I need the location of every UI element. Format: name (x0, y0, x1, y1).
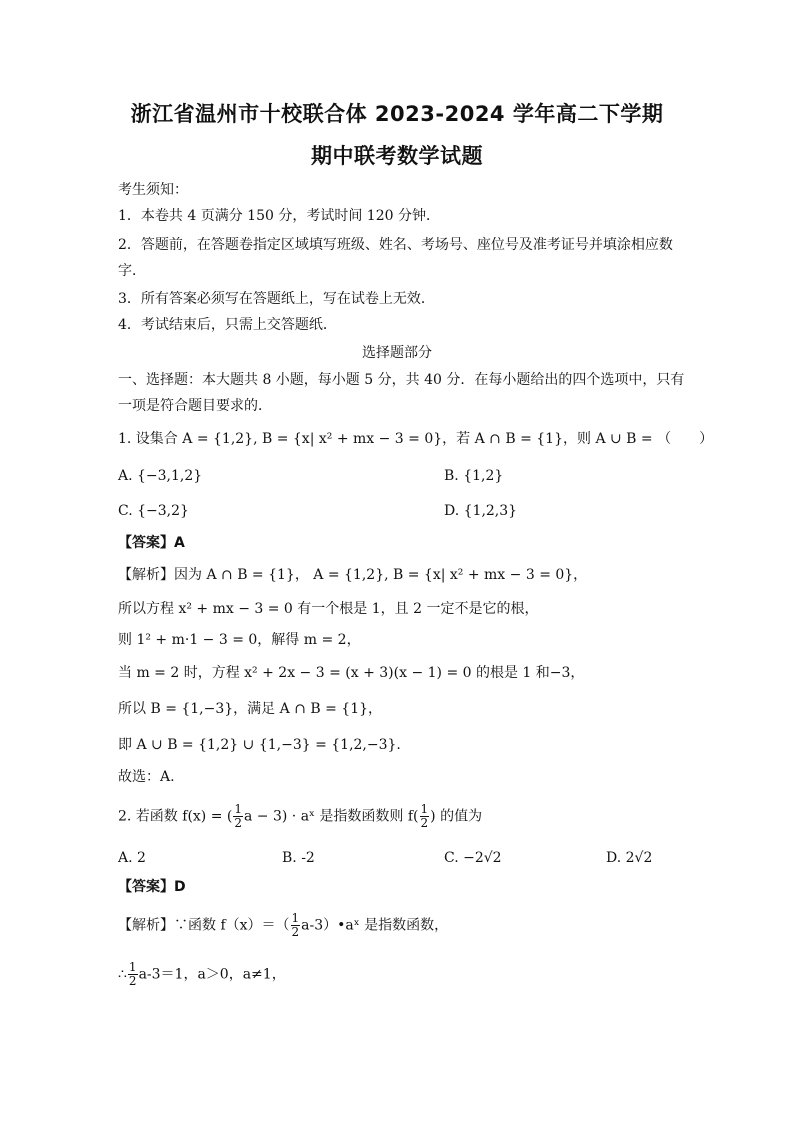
fraction-numerator: 1 (291, 911, 300, 925)
q2-analysis-2 (118, 961, 286, 988)
q1-analysis-4: 当 m = 2 时，方程 x² + 2x − 3 = (x + 3)(x − 1) = 0 的根是 1 和−3， (118, 665, 585, 681)
q1-option-c: C. {−3,2} (118, 503, 189, 519)
exam-title-line2: 期中联考数学试题 (311, 144, 483, 168)
q1-analysis-1: 【解析】因为 A ∩ B = {1}， A = {1,2}, B = {x| x² + mx − 3 = 0}， (118, 567, 588, 583)
q1-analysis-6: 即 A ∪ B = {1,2} ∪ {1,−3} = {1,2,−3}. (118, 737, 401, 753)
part1-instructions-line1: 一、选择题：本大题共 8 小题，每小题 5 分，共 40 分．在每小题给出的四个选项中，只有 (118, 372, 685, 388)
fraction-denominator: 2 (234, 816, 242, 830)
q2-option-d: D. 2√2 (606, 850, 653, 866)
q1-answer: 【答案】A (118, 535, 185, 551)
notice-heading: 考生须知： (118, 182, 188, 198)
part1-instructions-line2: 一项是符合题目要求的． (118, 398, 272, 414)
q2-analysis-2-pre: ∴ (118, 966, 127, 983)
q2-fraction-1 (233, 803, 243, 830)
q2-analysis-1-pre: 【解析】∵函数 f（x）＝（ (118, 917, 290, 934)
fraction-denominator: 2 (128, 974, 137, 988)
fraction-numerator: 1 (128, 960, 137, 974)
fraction-denominator: 2 (420, 816, 429, 830)
q1-analysis-3: 则 1² + m·1 − 3 = 0，解得 m = 2， (118, 632, 361, 648)
q2-answer: 【答案】D (118, 879, 186, 895)
notice-2: 2．答题前，在答题卷指定区域填写班级、姓名、考场号、座位号及准考证号并填涂相应数 (118, 237, 673, 253)
notice-2-cont: 字． (118, 263, 146, 279)
q1-analysis-7: 故选：A. (118, 769, 175, 785)
q2-analysis-1-post: a-3）•aˣ 是指数函数， (301, 917, 449, 934)
fraction-numerator: 1 (234, 802, 242, 816)
q1-stem: 1. 设集合 A = {1,2}, B = {x| x² + mx − 3 = 0}，若 A ∩ B = {1}，则 A ∪ B = （ ） (118, 431, 714, 447)
q1-analysis-2: 所以方程 x² + mx − 3 = 0 有一个根是 1，且 2 一定不是它的根， (118, 601, 539, 617)
q2-analysis-1 (118, 912, 448, 939)
q2-fraction-2 (420, 803, 430, 830)
q2-analysis-2-post: a-3＝1，a＞0，a≠1， (138, 966, 286, 983)
fraction-denominator: 2 (291, 925, 300, 939)
q1-analysis-5: 所以 B = {1,−3}，满足 A ∩ B = {1}， (118, 701, 383, 717)
q2-option-c: C. −2√2 (444, 850, 502, 866)
q1-option-a: A. {−3,1,2} (118, 468, 203, 484)
exam-title-line1: 浙江省温州市十校联合体 2023-2024 学年高二下学期 (130, 102, 664, 126)
notice-4: 4．考试结束后，只需上交答题纸． (118, 317, 337, 333)
q2-analysis-fraction-1 (291, 912, 301, 939)
q1-option-d: D. {1,2,3} (444, 503, 518, 519)
section-title: 选择题部分 (362, 345, 432, 361)
q1-option-b: B. {1,2} (444, 468, 504, 484)
fraction-numerator: 1 (420, 802, 429, 816)
q2-stem-post: ) 的值为 (430, 808, 483, 825)
q2-option-b: B. -2 (282, 850, 315, 866)
q2-stem-mid: a − 3) · aˣ 是指数函数则 f( (244, 808, 419, 825)
q2-stem-pre: 2. 若函数 f(x) = ( (118, 808, 233, 825)
q2-option-a: A. 2 (118, 850, 146, 866)
notice-1: 1．本卷共 4 页满分 150 分，考试时间 120 分钟． (118, 208, 440, 224)
q2-stem (118, 803, 482, 830)
notice-3: 3．所有答案必须写在答题纸上，写在试卷上无效． (118, 291, 435, 307)
q2-analysis-fraction-2 (128, 961, 138, 988)
